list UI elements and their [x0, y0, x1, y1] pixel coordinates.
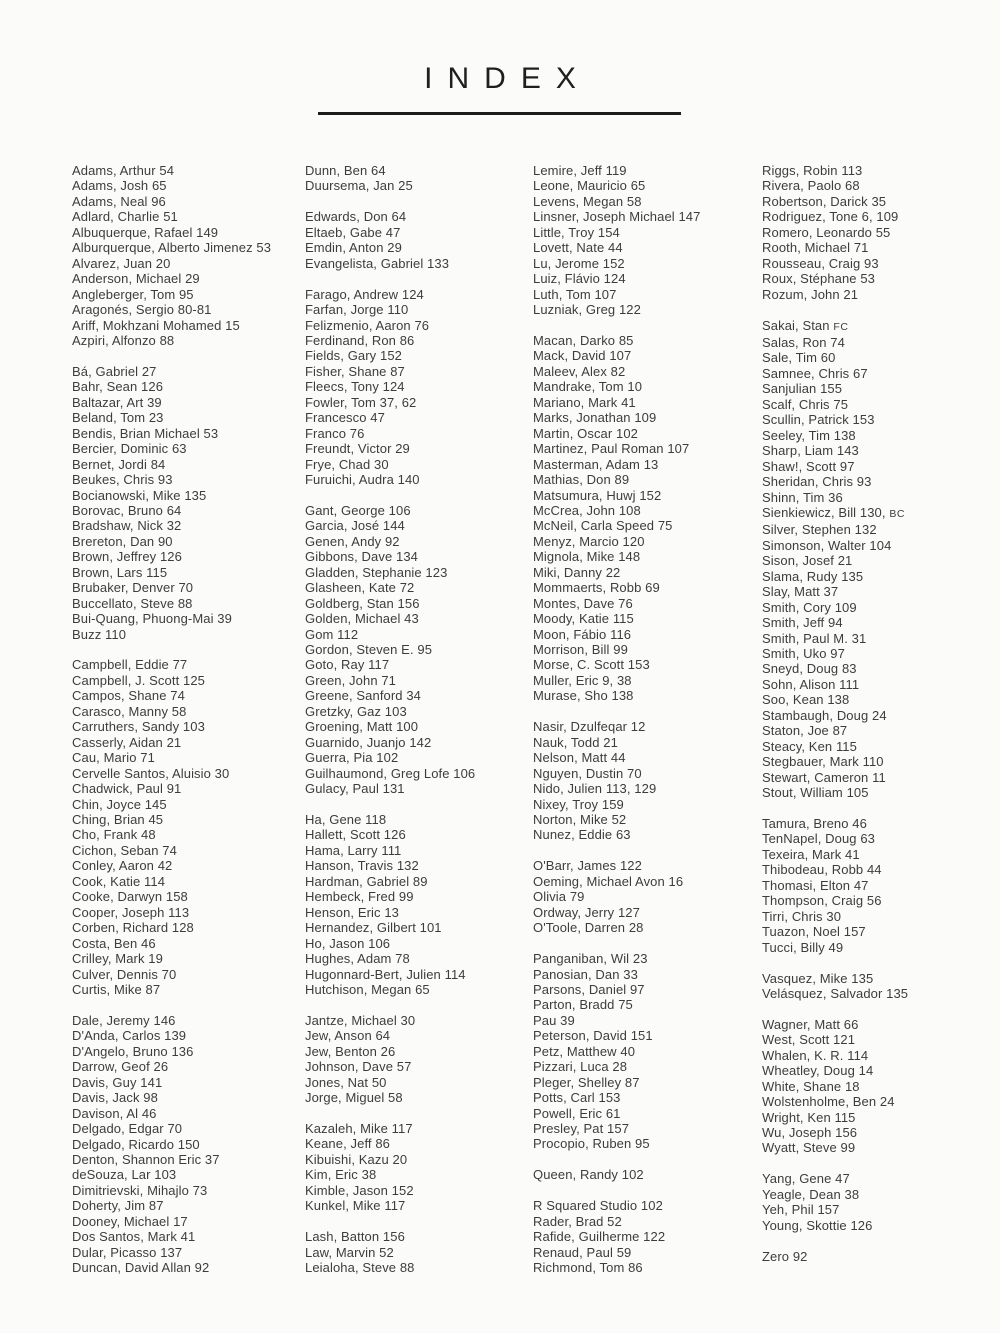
index-entry: Sakai, Stan FC: [762, 317, 849, 333]
index-entry: Peterson, David 151: [533, 1028, 653, 1044]
index-group: [305, 1013, 475, 1106]
index-entry: Masterman, Adam 13: [533, 456, 659, 472]
index-entry: Sheridan, Chris 93: [762, 474, 872, 490]
index-entry: Dooney, Michael 17: [72, 1213, 188, 1229]
index-entry: D'Angelo, Bruno 136: [72, 1043, 194, 1059]
index-entry: Jew, Anson 64: [305, 1028, 391, 1044]
index-entry: Smith, Cory 109: [762, 599, 857, 615]
index-entry: Albuquerque, Rafael 149: [72, 224, 219, 240]
index-entry: Velásquez, Salvador 135: [762, 985, 909, 1001]
index-entry: Young, Skottie 126: [762, 1217, 873, 1233]
index-entry: Henson, Eric 13: [305, 904, 399, 920]
index-entry: Goldberg, Stan 156: [305, 595, 420, 611]
index-entry: Kim, Eric 38: [305, 1167, 377, 1183]
index-entry: Leialoha, Steve 88: [305, 1260, 415, 1276]
index-entry: Rodriguez, Tone 6, 109: [762, 209, 899, 225]
index-entry: Brubaker, Denver 70: [72, 580, 194, 596]
index-entry: Luzniak, Greg 122: [533, 302, 641, 318]
index-entry: Gibbons, Dave 134: [305, 549, 418, 565]
index-entry: Roux, Stéphane 53: [762, 271, 876, 287]
index-entry: Buccellato, Steve 88: [72, 595, 193, 611]
index-entry: Cooke, Darwyn 158: [72, 889, 188, 905]
index-entry: Brown, Lars 115: [72, 564, 168, 580]
index-entry: Guarnido, Juanjo 142: [305, 734, 432, 750]
index-entry: Luth, Tom 107: [533, 286, 617, 302]
index-entry: Scalf, Chris 75: [762, 396, 849, 412]
index-entry: Aragonés, Sergio 80-81: [72, 302, 212, 318]
index-group: [533, 1167, 700, 1182]
index-entry: Dimitrievski, Mihajlo 73: [72, 1182, 208, 1198]
index-entry: Marks, Jonathan 109: [533, 410, 657, 426]
index-entry: Pizzari, Luca 28: [533, 1059, 628, 1075]
index-entry: Adams, Arthur 54: [72, 163, 175, 178]
index-entry: Kibuishi, Kazu 20: [305, 1151, 408, 1167]
index-entry: Buzz 110: [72, 626, 127, 642]
index-entry: Shaw!, Scott 97: [762, 458, 855, 474]
index-entry: Presley, Pat 157: [533, 1121, 630, 1137]
index-entry: Conley, Aaron 42: [72, 858, 173, 874]
index-entry: Nasir, Dzulfeqar 12: [533, 719, 646, 735]
smallcap-page-ref: BC: [889, 507, 906, 520]
index-entry: Fleecs, Tony 124: [305, 379, 405, 395]
index-entry: Wu, Joseph 156: [762, 1125, 858, 1141]
index-entry: Culver, Dennis 70: [72, 966, 177, 982]
index-entry: Seeley, Tim 138: [762, 427, 856, 443]
index-entry: Golden, Michael 43: [305, 611, 419, 627]
index-entry: Stout, William 105: [762, 785, 869, 801]
index-entry: Costa, Ben 46: [72, 935, 156, 951]
index-column: [533, 163, 700, 1276]
index-entry: McCrea, John 108: [533, 502, 641, 518]
index-group: [305, 163, 475, 194]
index-entry: Guilhaumond, Greg Lofe 106: [305, 765, 476, 781]
index-entry: Duncan, David Allan 92: [72, 1260, 210, 1276]
index-group: [762, 816, 908, 955]
index-entry: Robertson, Darick 35: [762, 193, 887, 209]
index-entry: Moon, Fábio 116: [533, 626, 632, 642]
index-entry: Delgado, Ricardo 150: [72, 1136, 200, 1152]
index-entry: Mignola, Mike 148: [533, 549, 641, 565]
index-entry: Soo, Kean 138: [762, 692, 850, 708]
index-entry: Wheatley, Doug 14: [762, 1063, 874, 1079]
index-entry: Nixey, Troy 159: [533, 796, 624, 812]
index-group: [305, 1229, 475, 1275]
index-entry: Martinez, Paul Roman 107: [533, 441, 690, 457]
index-entry: Gulacy, Paul 131: [305, 781, 405, 797]
index-entry: Edwards, Don 64: [305, 209, 407, 225]
index-entry: Sanjulian 155: [762, 381, 843, 397]
index-entry: Beland, Tom 23: [72, 410, 164, 426]
index-entry: Nido, Julien 113, 129: [533, 781, 657, 797]
index-entry: Hugonnard-Bert, Julien 114: [305, 966, 466, 982]
index-entry: Sale, Tim 60: [762, 350, 836, 366]
index-entry: Freundt, Victor 29: [305, 441, 410, 457]
index-entry: Dunn, Ben 64: [305, 163, 386, 178]
index-column: [762, 163, 908, 1264]
index-entry: Riggs, Robin 113: [762, 163, 863, 178]
index-entry: Matsumura, Huwj 152: [533, 487, 662, 503]
index-entry: Ferdinand, Ron 86: [305, 332, 415, 348]
index-entry: Bernet, Jordi 84: [72, 456, 166, 472]
index-entry: Martin, Oscar 102: [533, 425, 639, 441]
index-entry: Bá, Gabriel 27: [72, 363, 157, 379]
index-entry: Sienkiewicz, Bill 130, BC: [762, 504, 906, 520]
index-entry: Sohn, Alison 111: [762, 676, 860, 692]
index-entry: Thibodeau, Robb 44: [762, 862, 882, 878]
index-entry: Campbell, J. Scott 125: [72, 672, 205, 688]
index-entry: Panganiban, Wil 23: [533, 951, 648, 967]
index-group: [533, 163, 700, 318]
index-entry: Slama, Rudy 135: [762, 568, 864, 584]
index-entry: Davis, Jack 98: [72, 1090, 158, 1106]
index-group: [533, 333, 700, 704]
index-entry: Thompson, Craig 56: [762, 893, 882, 909]
index-entry: Bercier, Dominic 63: [72, 441, 187, 457]
index-entry: Zero 92: [762, 1248, 808, 1264]
index-entry: Ha, Gene 118: [305, 811, 387, 827]
index-entry: Lovett, Nate 44: [533, 240, 623, 256]
index-entry: Lemire, Jeff 119: [533, 163, 627, 178]
index-entry: Hernandez, Gilbert 101: [305, 920, 442, 936]
index-entry: Dos Santos, Mark 41: [72, 1229, 196, 1245]
index-entry: Mathias, Don 89: [533, 472, 630, 488]
index-group: [72, 657, 271, 997]
index-entry: Scullin, Patrick 153: [762, 412, 875, 428]
index-entry: Staton, Joe 87: [762, 723, 848, 739]
index-entry: Nauk, Todd 21: [533, 734, 618, 750]
index-entry: Azpiri, Alfonzo 88: [72, 332, 175, 348]
index-entry: Procopio, Ruben 95: [533, 1136, 650, 1152]
index-entry: Frye, Chad 30: [305, 456, 389, 472]
index-entry: Macan, Darko 85: [533, 332, 634, 348]
index-entry: Yeagle, Dean 38: [762, 1186, 860, 1202]
index-entry: Tamura, Breno 46: [762, 816, 867, 831]
index-entry: Bocianowski, Mike 135: [72, 487, 207, 503]
index-entry: Ordway, Jerry 127: [533, 904, 640, 920]
index-entry: Gladden, Stephanie 123: [305, 564, 448, 580]
index-entry: Law, Marvin 52: [305, 1244, 394, 1260]
index-entry: Lash, Batton 156: [305, 1229, 405, 1245]
index-entry: Francesco 47: [305, 410, 385, 426]
index-entry: Menyz, Marcio 120: [533, 533, 645, 549]
index-entry: Adams, Josh 65: [72, 178, 167, 194]
index-entry: Wagner, Matt 66: [762, 1016, 859, 1032]
index-entry: Mack, David 107: [533, 348, 632, 364]
index-entry: Murase, Sho 138: [533, 688, 634, 704]
index-entry: Brown, Jeffrey 126: [72, 549, 182, 565]
index-column: [72, 163, 271, 1276]
index-entry: Alburquerque, Alberto Jimenez 53: [72, 240, 272, 256]
index-entry: Franco 76: [305, 425, 365, 441]
index-entry: Gordon, Steven E. 95: [305, 642, 433, 657]
index-group: [72, 1013, 271, 1276]
index-entry: Jorge, Miguel 58: [305, 1090, 403, 1106]
index-entry: Doherty, Jim 87: [72, 1198, 164, 1214]
index-entry: Fisher, Shane 87: [305, 363, 405, 379]
index-entry: Morse, C. Scott 153: [533, 657, 650, 673]
index-entry: Rader, Brad 52: [533, 1213, 622, 1229]
index-entry: Morrison, Bill 99: [533, 642, 628, 658]
index-entry: Steacy, Ken 115: [762, 738, 857, 754]
index-group: [762, 1171, 908, 1233]
index-entry: Goto, Ray 117: [305, 657, 390, 673]
index-entry: Yeh, Phil 157: [762, 1202, 840, 1218]
index-entry: Pleger, Shelley 87: [533, 1074, 640, 1090]
index-entry: Salas, Ron 74: [762, 334, 845, 350]
index-entry: Potts, Carl 153: [533, 1090, 621, 1106]
index-entry: Cichon, Seban 74: [72, 842, 177, 858]
index-entry: Groening, Matt 100: [305, 719, 419, 735]
index-entry: Cho, Frank 48: [72, 827, 156, 843]
index-entry: Casserly, Aidan 21: [72, 734, 182, 750]
index-entry: Crilley, Mark 19: [72, 951, 163, 967]
index-entry: Stegbauer, Mark 110: [762, 754, 884, 770]
index-entry: Carruthers, Sandy 103: [72, 719, 205, 735]
index-entry: Fowler, Tom 37, 62: [305, 394, 417, 410]
index-entry: Richmond, Tom 86: [533, 1260, 643, 1276]
index-entry: Campos, Shane 74: [72, 688, 185, 704]
index-entry: Vasquez, Mike 135: [762, 970, 874, 986]
index-entry: Kimble, Jason 152: [305, 1182, 414, 1198]
index-entry: D'Anda, Carlos 139: [72, 1028, 187, 1044]
index-entry: Chin, Joyce 145: [72, 796, 167, 812]
index-entry: Miki, Danny 22: [533, 564, 621, 580]
index-entry: Ching, Brian 45: [72, 812, 164, 827]
index-entry: Bahr, Sean 126: [72, 379, 164, 395]
index-entry: Little, Troy 154: [533, 224, 620, 240]
index-entry: Fields, Gary 152: [305, 348, 402, 364]
index-entry: Denton, Shannon Eric 37: [72, 1151, 220, 1167]
index-entry: Rafide, Guilherme 122: [533, 1229, 666, 1245]
page-title: INDEX: [424, 62, 591, 95]
index-group: [305, 1121, 475, 1214]
index-entry: Petz, Matthew 40: [533, 1043, 636, 1059]
index-entry: Jantze, Michael 30: [305, 1012, 416, 1028]
index-entry: Green, John 71: [305, 672, 397, 688]
index-entry: Rooth, Michael 71: [762, 240, 869, 256]
index-entry: Dale, Jeremy 146: [72, 1012, 176, 1028]
index-group: [72, 163, 271, 348]
index-entry: Darrow, Geof 26: [72, 1059, 169, 1075]
index-entry: Hutchison, Megan 65: [305, 981, 430, 997]
index-entry: Alvarez, Juan 20: [72, 255, 171, 271]
index-entry: Mandrake, Tom 10: [533, 379, 643, 395]
index-entry: Angleberger, Tom 95: [72, 286, 194, 302]
index-group: [533, 719, 700, 843]
index-entry: Nelson, Matt 44: [533, 750, 626, 766]
index-entry: Ariff, Mokhzani Mohamed 15: [72, 317, 240, 333]
index-entry: Mariano, Mark 41: [533, 394, 636, 410]
index-entry: Duursema, Jan 25: [305, 178, 413, 194]
index-entry: Thomasi, Elton 47: [762, 877, 869, 893]
index-entry: Simonson, Walter 104: [762, 537, 892, 553]
index-entry: Gretzky, Gaz 103: [305, 703, 407, 719]
index-entry: Curtis, Mike 87: [72, 981, 161, 997]
index-entry: Farfan, Jorge 110: [305, 302, 409, 318]
index-entry: Delgado, Edgar 70: [72, 1121, 183, 1137]
index-entry: Sharp, Liam 143: [762, 443, 859, 459]
index-entry: Smith, Uko 97: [762, 646, 845, 662]
index-entry: Stewart, Cameron 11: [762, 769, 886, 785]
index-entry: White, Shane 18: [762, 1078, 860, 1094]
index-entry: Maleev, Alex 82: [533, 363, 626, 379]
index-entry: Tuazon, Noel 157: [762, 924, 866, 940]
index-entry: Mommaerts, Robb 69: [533, 580, 660, 596]
index-entry: Anderson, Michael 29: [72, 271, 200, 287]
index-entry: Adams, Neal 96: [72, 193, 166, 209]
index-entry: Samnee, Chris 67: [762, 365, 868, 381]
index-group: [533, 858, 700, 935]
index-entry: Levens, Megan 58: [533, 193, 642, 209]
index-entry: Bui-Quang, Phuong-Mai 39: [72, 611, 232, 627]
index-entry: Cervelle Santos, Aluisio 30: [72, 765, 230, 781]
index-entry: Wright, Ken 115: [762, 1109, 856, 1125]
index-entry: Baltazar, Art 39: [72, 394, 162, 410]
index-entry: deSouza, Lar 103: [72, 1167, 177, 1183]
index-entry: O'Barr, James 122: [533, 858, 642, 874]
index-entry: Romero, Leonardo 55: [762, 224, 891, 240]
index-entry: Jones, Nat 50: [305, 1074, 387, 1090]
index-entry: Hallett, Scott 126: [305, 827, 406, 843]
index-entry: Chadwick, Paul 91: [72, 781, 182, 797]
index-entry: West, Scott 121: [762, 1032, 856, 1048]
index-entry: Davison, Al 46: [72, 1105, 157, 1121]
index-entry: Jew, Benton 26: [305, 1043, 396, 1059]
index-entry: Moody, Katie 115: [533, 611, 634, 627]
index-entry: Powell, Eric 61: [533, 1105, 621, 1121]
index-entry: Rivera, Paolo 68: [762, 178, 860, 194]
index-entry: Felizmenio, Aaron 76: [305, 317, 430, 333]
index-entry: Stambaugh, Doug 24: [762, 707, 887, 723]
index-entry: Nunez, Eddie 63: [533, 827, 631, 843]
index-entry: Sison, Josef 21: [762, 553, 853, 569]
index-entry: Eltaeb, Gabe 47: [305, 224, 401, 240]
index-entry: Lu, Jerome 152: [533, 255, 625, 271]
index-entry: Pau 39: [533, 1012, 575, 1028]
index-entry: Adlard, Charlie 51: [72, 209, 178, 225]
index-entry: Renaud, Paul 59: [533, 1244, 632, 1260]
index-entry: Davis, Guy 141: [72, 1074, 163, 1090]
index-entry: Kunkel, Mike 117: [305, 1198, 406, 1214]
index-entry: Gant, George 106: [305, 502, 411, 518]
index-entry: Borovac, Bruno 64: [72, 502, 182, 518]
index-entry: Oeming, Michael Avon 16: [533, 873, 684, 889]
index-entry: Linsner, Joseph Michael 147: [533, 209, 701, 225]
index-entry: Garcia, José 144: [305, 518, 405, 534]
index-entry: Guerra, Pia 102: [305, 750, 399, 766]
index-entry: Hardman, Gabriel 89: [305, 873, 428, 889]
index-group: [762, 163, 908, 302]
index-entry: R Squared Studio 102: [533, 1198, 663, 1214]
index-group: [72, 364, 271, 642]
index-group: [305, 812, 475, 997]
index-entry: Parton, Bradd 75: [533, 997, 633, 1013]
index-entry: Carasco, Manny 58: [72, 703, 187, 719]
index-group: [762, 1017, 908, 1156]
index-entry: Emdin, Anton 29: [305, 240, 402, 256]
index-entry: Norton, Mike 52: [533, 812, 627, 827]
index-entry: Tucci, Billy 49: [762, 939, 844, 955]
index-entry: Gom 112: [305, 626, 359, 642]
index-group: [533, 1198, 700, 1275]
index-entry: Bradshaw, Nick 32: [72, 518, 182, 534]
index-entry: Johnson, Dave 57: [305, 1059, 412, 1075]
index-column: [305, 163, 475, 1276]
index-entry: Keane, Jeff 86: [305, 1136, 391, 1152]
index-entry: TenNapel, Doug 63: [762, 831, 875, 847]
index-entry: Kazaleh, Mike 117: [305, 1121, 413, 1136]
index-entry: Yang, Gene 47: [762, 1171, 850, 1187]
index-group: [533, 951, 700, 1152]
index-entry: Hughes, Adam 78: [305, 951, 410, 967]
index-entry: Luiz, Flávio 124: [533, 271, 626, 287]
index-entry: Whalen, K. R. 114: [762, 1047, 869, 1063]
index-entry: Hembeck, Fred 99: [305, 889, 414, 905]
index-entry: Queen, Randy 102: [533, 1167, 644, 1183]
index-entry: Sneyd, Doug 83: [762, 661, 857, 677]
index-entry: Wolstenholme, Ben 24: [762, 1094, 895, 1110]
index-entry: O'Toole, Darren 28: [533, 920, 644, 936]
index-entry: Smith, Jeff 94: [762, 615, 843, 631]
index-entry: Parsons, Daniel 97: [533, 981, 645, 997]
index-entry: Nguyen, Dustin 70: [533, 765, 642, 781]
index-entry: Shinn, Tim 36: [762, 489, 843, 505]
index-group: [305, 287, 475, 488]
index-entry: Greene, Sanford 34: [305, 688, 421, 704]
index-entry: Hanson, Travis 132: [305, 858, 419, 874]
index-entry: Cook, Katie 114: [72, 873, 166, 889]
index-entry: Cau, Mario 71: [72, 750, 155, 766]
index-entry: Montes, Dave 76: [533, 595, 633, 611]
index-entry: Beukes, Chris 93: [72, 472, 173, 488]
index-entry: Ho, Jason 106: [305, 935, 391, 951]
index-entry: Panosian, Dan 33: [533, 966, 638, 982]
index-entry: McNeil, Carla Speed 75: [533, 518, 673, 534]
index-group: [762, 971, 908, 1002]
index-entry: Silver, Stephen 132: [762, 522, 877, 538]
index-entry: Slay, Matt 37: [762, 584, 839, 600]
index-entry: Genen, Andy 92: [305, 533, 400, 549]
index-entry: Rousseau, Craig 93: [762, 255, 879, 271]
index-entry: Leone, Mauricio 65: [533, 178, 646, 194]
index-entry: Evangelista, Gabriel 133: [305, 255, 450, 271]
index-group: [762, 318, 908, 801]
index-entry: Rozum, John 21: [762, 286, 859, 302]
index-group: [305, 503, 475, 797]
index-entry: Bendis, Brian Michael 53: [72, 425, 219, 441]
index-entry: Texeira, Mark 41: [762, 846, 860, 862]
index-group: [305, 209, 475, 271]
index-entry: Wyatt, Steve 99: [762, 1140, 856, 1156]
index-group: [762, 1249, 908, 1264]
smallcap-page-ref: FC: [833, 320, 849, 333]
index-entry: Smith, Paul M. 31: [762, 630, 867, 646]
index-entry: Furuichi, Audra 140: [305, 472, 420, 488]
index-entry: Cooper, Joseph 113: [72, 904, 190, 920]
index-entry: Farago, Andrew 124: [305, 286, 424, 302]
index-entry: Hama, Larry 111: [305, 842, 402, 858]
index-entry: Dular, Picasso 137: [72, 1244, 183, 1260]
index-entry: Tirri, Chris 30: [762, 908, 842, 924]
index-entry: Corben, Richard 128: [72, 920, 194, 936]
index-entry: Glasheen, Kate 72: [305, 580, 415, 596]
index-entry: Brereton, Dan 90: [72, 533, 173, 549]
index-entry: Muller, Eric 9, 38: [533, 672, 632, 688]
index-entry: Campbell, Eddie 77: [72, 657, 188, 673]
title-underline: [318, 112, 681, 115]
index-entry: Olivia 79: [533, 889, 585, 905]
